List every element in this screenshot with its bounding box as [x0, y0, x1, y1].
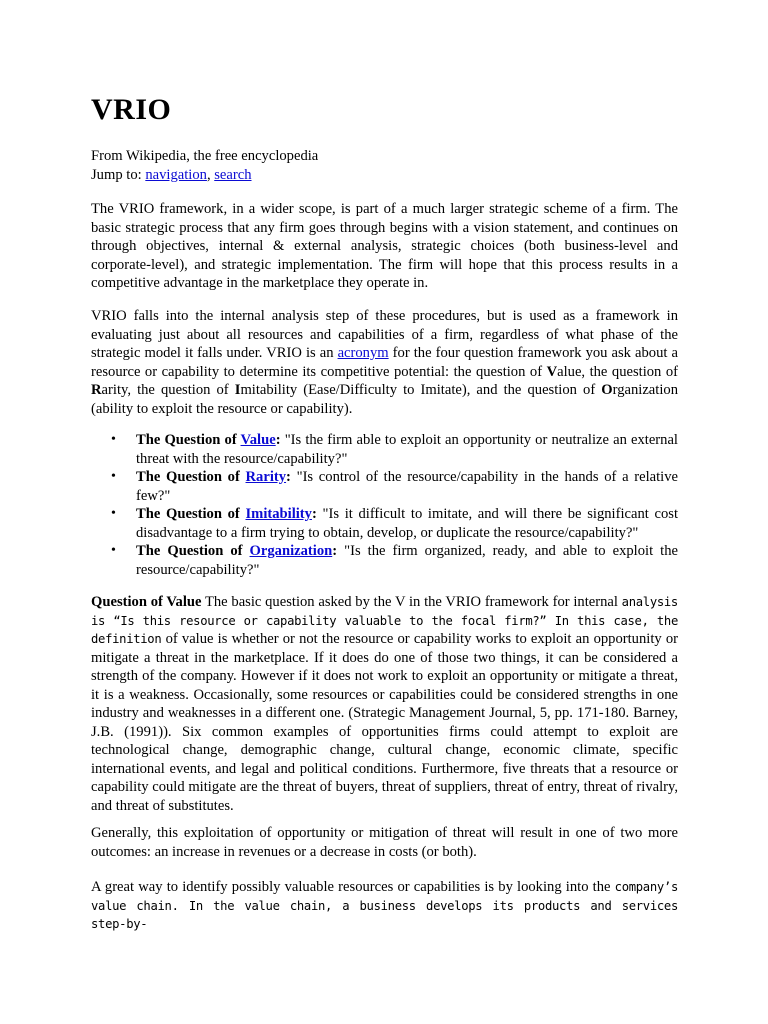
bullet-lead: The Question of: [136, 469, 246, 485]
paragraph-value-chain: [91, 878, 678, 934]
bullet-icon: •: [111, 506, 116, 521]
bullet-icon: •: [111, 469, 116, 484]
jump-separator: ,: [206, 166, 215, 183]
list-item: [91, 542, 678, 579]
letter-r: R: [91, 382, 102, 398]
bullet-icon: •: [111, 432, 116, 447]
paragraph-vrio: [91, 307, 678, 418]
question-list: [91, 431, 678, 579]
p5-text-a: A great way to identify possibly valuable resources or capabilities is by looking into the: [91, 879, 615, 895]
paragraph-question-of-value: [91, 593, 678, 815]
p2-text-a: VRIO falls into the internal analysis step of these procedures, but is used as a framework in evaluating just about all resources and capabilities of a firm, regardless of what phase of the strategic model it falls under. VRIO is an: [91, 308, 678, 361]
p2-text-c: alue, the question of: [557, 363, 678, 380]
p3-text-b: of value is whether or not the resource or capability works to exploit an opportunity or mitigate a threat in the marketplace. If it does do one of those two things, it can be considered a strength of the company. However if it does not work to exploit an opportunity or mitigate a threat, it is a weakness. Occasionally, some resources or capabilities could be considered strengths in one industry and weaknesses in a different one. (Strategic Management Journal, 5, pp. 171-180. Barney, J.B. (1991)). Six common examples of opportunities firms could attempt to exploit are technological change, demographic change, cultural change, economic climate, specific international events, and legal and political conditions. Furthermore, five threats that a resource or capability could mitigate are the threat of buyers, threat of suppliers, threat of entry, threat of rivalry, and threat of substitutes.: [91, 631, 678, 814]
bullet-colon: :: [332, 543, 338, 559]
p3-mono-text: analysis is “Is this resource or capability valuable to the focal firm?” In this case, the definition: [91, 595, 678, 646]
p2-text-d: arity, the question of: [101, 382, 235, 398]
jump-prefix: Jump to:: [91, 166, 146, 183]
jump-links: [91, 166, 678, 185]
paragraph-intro: The VRIO framework, in a wider scope, is part of a much larger strategic scheme of a firm. The basic strategic process that any firm goes through begins with a vision statement, and continues on through objectives, internal & external analysis, strategic choices (both business-level and corporate-level), and strategic implementation. The firm will hope that this process results in a competitive advantage in the marketplace they operate in.: [91, 201, 678, 291]
letter-o: O: [601, 382, 613, 398]
letter-i: I: [234, 382, 241, 398]
list-item: [91, 468, 678, 505]
bullet-text: "Is the firm able to exploit an opportunity or neutralize an external threat with the resource/capability?": [136, 432, 678, 467]
bullet-lead: The Question of: [136, 506, 246, 522]
p3-text-a: The basic question asked by the V in the VRIO framework for internal: [201, 594, 622, 610]
bullet-text: "Is it difficult to imitate, and will there be significant cost disadvantage to a firm trying to obtain, develop, or duplicate the resource/capability?": [136, 506, 678, 541]
acronym-link[interactable]: acronym: [337, 345, 389, 361]
letter-v: V: [546, 363, 558, 380]
p5-mono-text: company’s value chain. In the value chain, a business develops its products and services step-by-: [91, 880, 678, 931]
bullet-lead: The Question of: [136, 543, 250, 559]
list-item: [91, 505, 678, 542]
tagline: From Wikipedia, the free encyclopedia: [91, 148, 319, 164]
bullet-colon: :: [286, 469, 291, 485]
bullet-lead: The Question of: [136, 432, 241, 448]
navigation-link[interactable]: navigation: [145, 166, 207, 183]
list-item: [91, 431, 678, 468]
bullet-colon: :: [311, 506, 317, 522]
bullet-colon: :: [275, 432, 281, 448]
p2-text-b: for the four question framework you ask about a resource or capability to determine its competitive potential: the question of: [91, 345, 678, 380]
bullet-text: "Is control of the resource/capability in the hands of a relative few?": [136, 469, 678, 504]
page-title: VRIO: [91, 93, 172, 126]
paragraph-outcomes: Generally, this exploitation of opportunity or mitigation of threat will result in one of two more outcomes: an increase in revenues or a decrease in costs (or both).: [91, 825, 678, 860]
value-link[interactable]: Value: [240, 432, 276, 448]
p2-text-e: mitability (Ease/Difficulty to Imitate), and the question of: [240, 382, 602, 398]
rarity-link[interactable]: Rarity: [245, 469, 287, 485]
p2-text-f: rganization (ability to exploit the resource or capability).: [91, 382, 678, 417]
bullet-icon: •: [111, 543, 116, 558]
page-meta: [91, 147, 678, 184]
search-link[interactable]: search: [214, 166, 252, 183]
imitability-link[interactable]: Imitability: [245, 506, 312, 522]
section-heading: Question of Value: [91, 594, 202, 610]
organization-link[interactable]: Organization: [249, 543, 333, 559]
bullet-text: "Is the firm organized, ready, and able to exploit the resource/capability?": [136, 543, 678, 578]
